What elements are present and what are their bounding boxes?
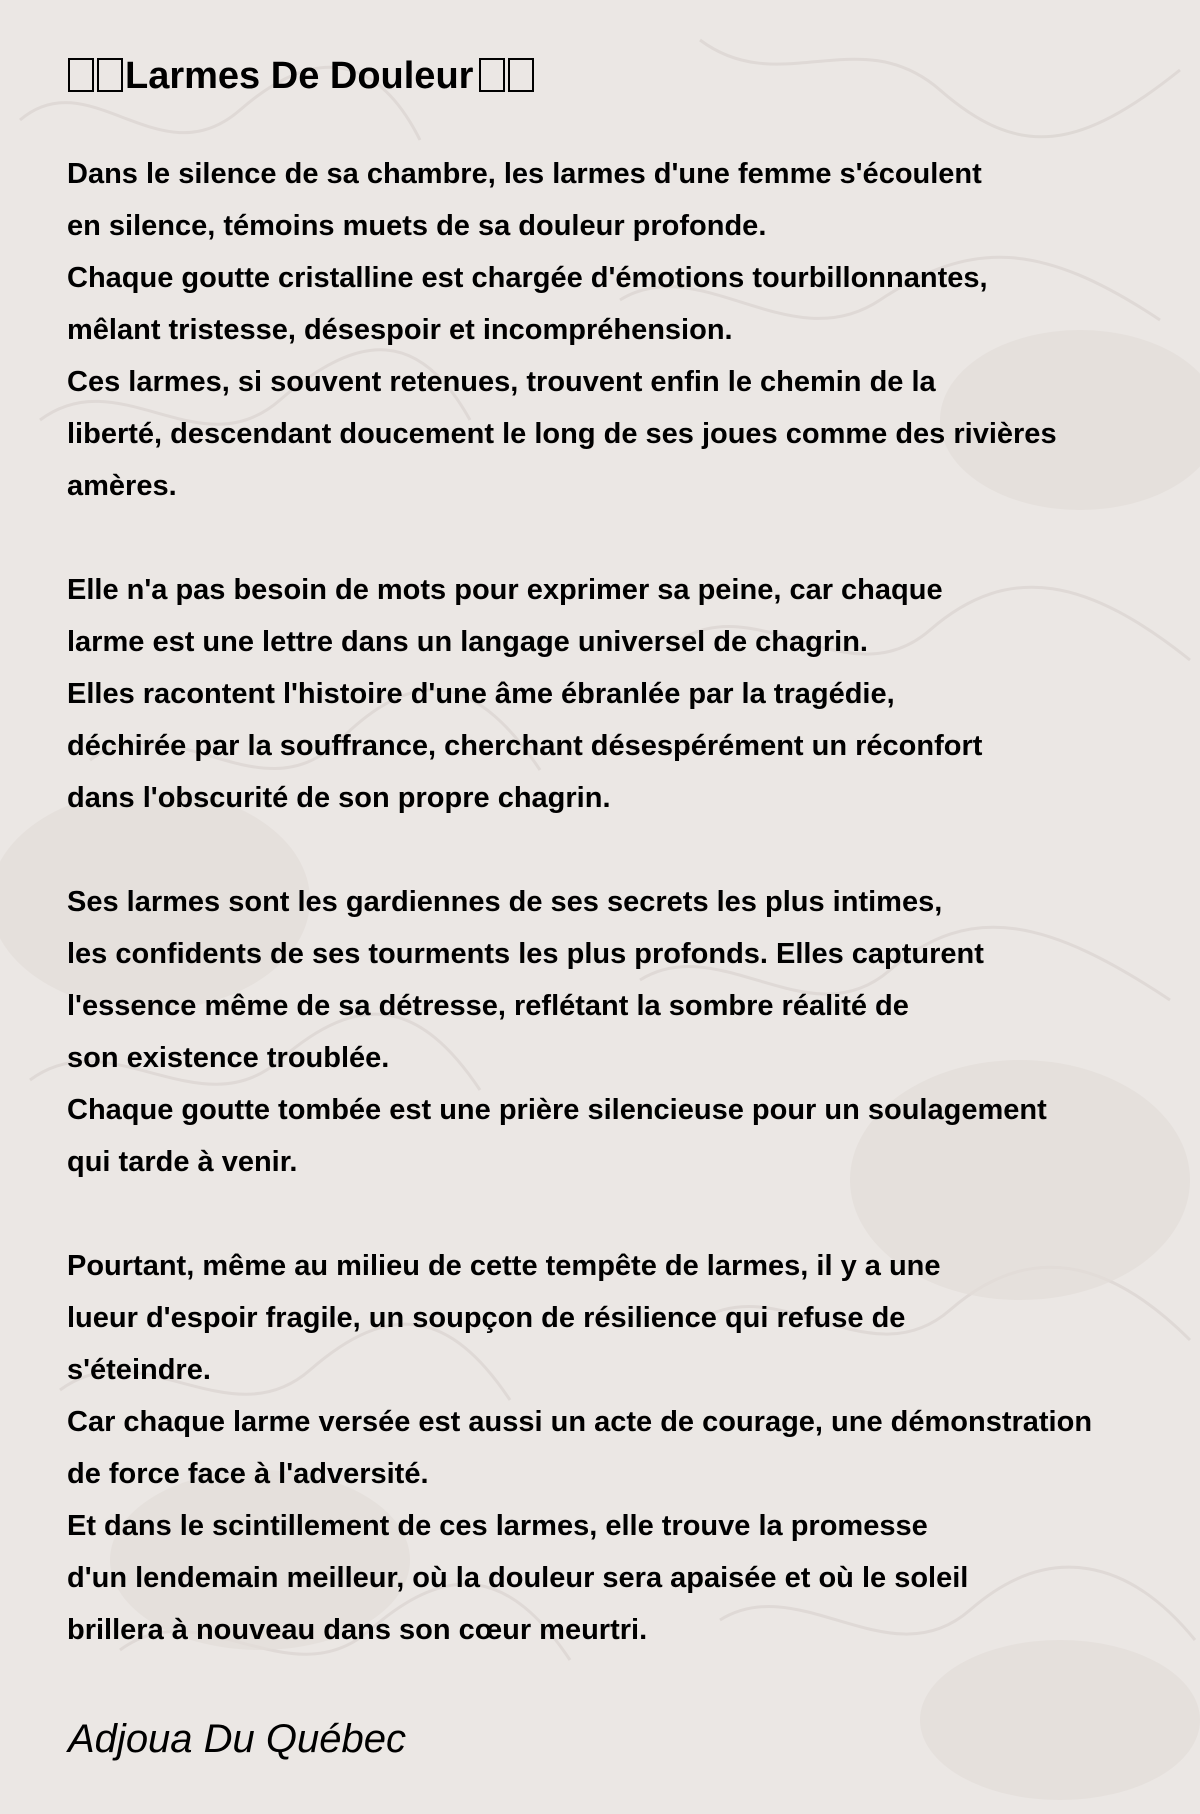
- poem-line: les confidents de ses tourments les plus profonds. Elles capturent: [67, 938, 984, 970]
- missing-glyph-icon: [508, 58, 534, 92]
- poem-line: liberté, descendant doucement le long de ses joues comme des rivières: [67, 418, 1057, 450]
- stanza-3: [67, 876, 1200, 1188]
- stanza-2: [67, 564, 1200, 824]
- poem-body: [67, 148, 1200, 1656]
- missing-glyph-icon: [479, 58, 505, 92]
- poem-line: mêlant tristesse, désespoir et incompréhension.: [67, 314, 733, 346]
- poem-line: lueur d'espoir fragile, un soupçon de résilience qui refuse de: [67, 1302, 906, 1334]
- poem-line: d'un lendemain meilleur, où la douleur sera apaisée et où le soleil: [67, 1562, 969, 1594]
- poem-line: Car chaque larme versée est aussi un acte de courage, une démonstration: [67, 1406, 1093, 1438]
- poem-line: larme est une lettre dans un langage universel de chagrin.: [67, 626, 868, 658]
- title-trailing-glyphs: [479, 48, 534, 104]
- poem-line: Elle n'a pas besoin de mots pour exprimer sa peine, car chaque: [67, 574, 943, 606]
- poem-author: Adjoua Du Québec: [68, 1717, 407, 1761]
- poem-line: Et dans le scintillement de ces larmes, elle trouve la promesse: [67, 1510, 928, 1542]
- poem-line: Elles racontent l'histoire d'une âme ébranlée par la tragédie,: [67, 678, 895, 710]
- poem-line: s'éteindre.: [67, 1354, 211, 1386]
- title-leading-glyphs: [68, 48, 123, 104]
- poem-line: l'essence même de sa détresse, reflétant la sombre réalité de: [67, 990, 909, 1022]
- poem-line: déchirée par la souffrance, cherchant désespérément un réconfort: [67, 730, 983, 762]
- poem-line: qui tarde à venir.: [67, 1146, 298, 1178]
- poem-line: Chaque goutte cristalline est chargée d'émotions tourbillonnantes,: [67, 262, 988, 294]
- poem-line: en silence, témoins muets de sa douleur profonde.: [67, 210, 767, 242]
- poem-line: son existence troublée.: [67, 1042, 390, 1074]
- poem-line: Ces larmes, si souvent retenues, trouvent enfin le chemin de la: [67, 366, 936, 398]
- poem-title-text: Larmes De Douleur: [125, 55, 474, 97]
- missing-glyph-icon: [68, 58, 94, 92]
- stanza-1: [67, 148, 1200, 512]
- poem-line: Dans le silence de sa chambre, les larmes d'une femme s'écoulent: [67, 158, 982, 190]
- poem-line: amères.: [67, 470, 177, 502]
- poem-line: brillera à nouveau dans son cœur meurtri.: [67, 1614, 648, 1646]
- poem-line: Ses larmes sont les gardiennes de ses secrets les plus intimes,: [67, 886, 943, 918]
- poem-line: Pourtant, même au milieu de cette tempête de larmes, il y a une: [67, 1250, 941, 1282]
- stanza-4: [67, 1240, 1200, 1656]
- poem-title: [68, 48, 534, 104]
- missing-glyph-icon: [97, 58, 123, 92]
- poem-line: Chaque goutte tombée est une prière silencieuse pour un soulagement: [67, 1094, 1047, 1126]
- poem-line: de force face à l'adversité.: [67, 1458, 429, 1490]
- poem-line: dans l'obscurité de son propre chagrin.: [67, 782, 611, 814]
